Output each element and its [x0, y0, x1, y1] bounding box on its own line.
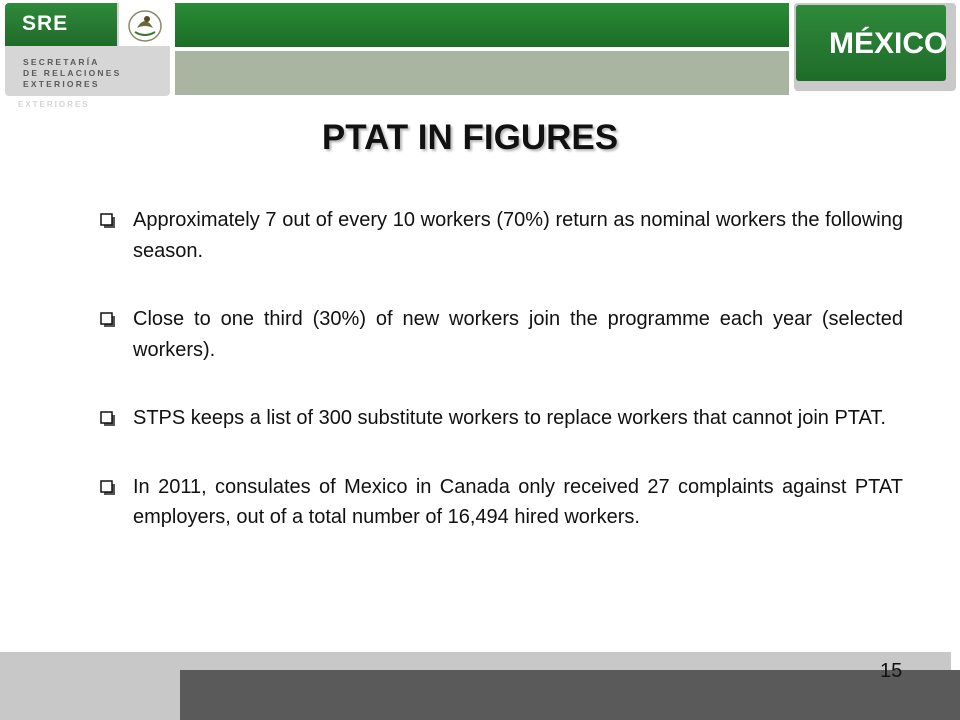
sre-logo-panel: [5, 3, 117, 46]
bullet-item: [100, 304, 903, 365]
header-grey-bar: [175, 51, 789, 95]
checkbox-bullet-icon: [100, 480, 116, 496]
mexico-logo-panel: [796, 5, 946, 81]
mexico-logo-text: MÉXICO: [829, 27, 948, 60]
logo-reflection: EXTERIORES: [18, 100, 90, 109]
checkbox-bullet-icon: [100, 312, 116, 328]
checkbox-bullet-icon: [100, 213, 116, 229]
secretaria-line-2: DE RELACIONES: [23, 68, 122, 78]
sre-logo-text: SRE: [22, 12, 69, 35]
bullet-item: [100, 205, 903, 266]
coat-of-arms-icon: [119, 3, 170, 46]
bullet-item: [100, 472, 903, 533]
secretaria-line-3: EXTERIORES: [23, 79, 100, 89]
bullet-text: STPS keeps a list of 300 substitute workers to replace workers that cannot join PTAT.: [133, 407, 886, 429]
header-green-bar: [175, 3, 789, 47]
secretaria-label: [23, 57, 122, 90]
secretaria-line-1: SECRETARÍA: [23, 57, 100, 67]
bullet-list: [100, 205, 903, 571]
mexico-logo: [794, 3, 956, 91]
bullet-item: [100, 403, 903, 434]
sre-logo: [5, 3, 170, 96]
footer-dark-bar: [180, 670, 960, 720]
bullet-text: Approximately 7 out of every 10 workers (70%) return as nominal workers the following season.: [133, 209, 903, 262]
checkbox-bullet-icon: [100, 411, 116, 427]
bullet-text: Close to one third (30%) of new workers join the programme each year (selected workers).: [133, 308, 903, 361]
page-number: 15: [880, 660, 903, 682]
slide-title: PTAT IN FIGURES: [321, 118, 619, 157]
bullet-text: In 2011, consulates of Mexico in Canada only received 27 complaints against PTAT employers, out of a total number of 16,494 hired workers.: [133, 475, 903, 528]
